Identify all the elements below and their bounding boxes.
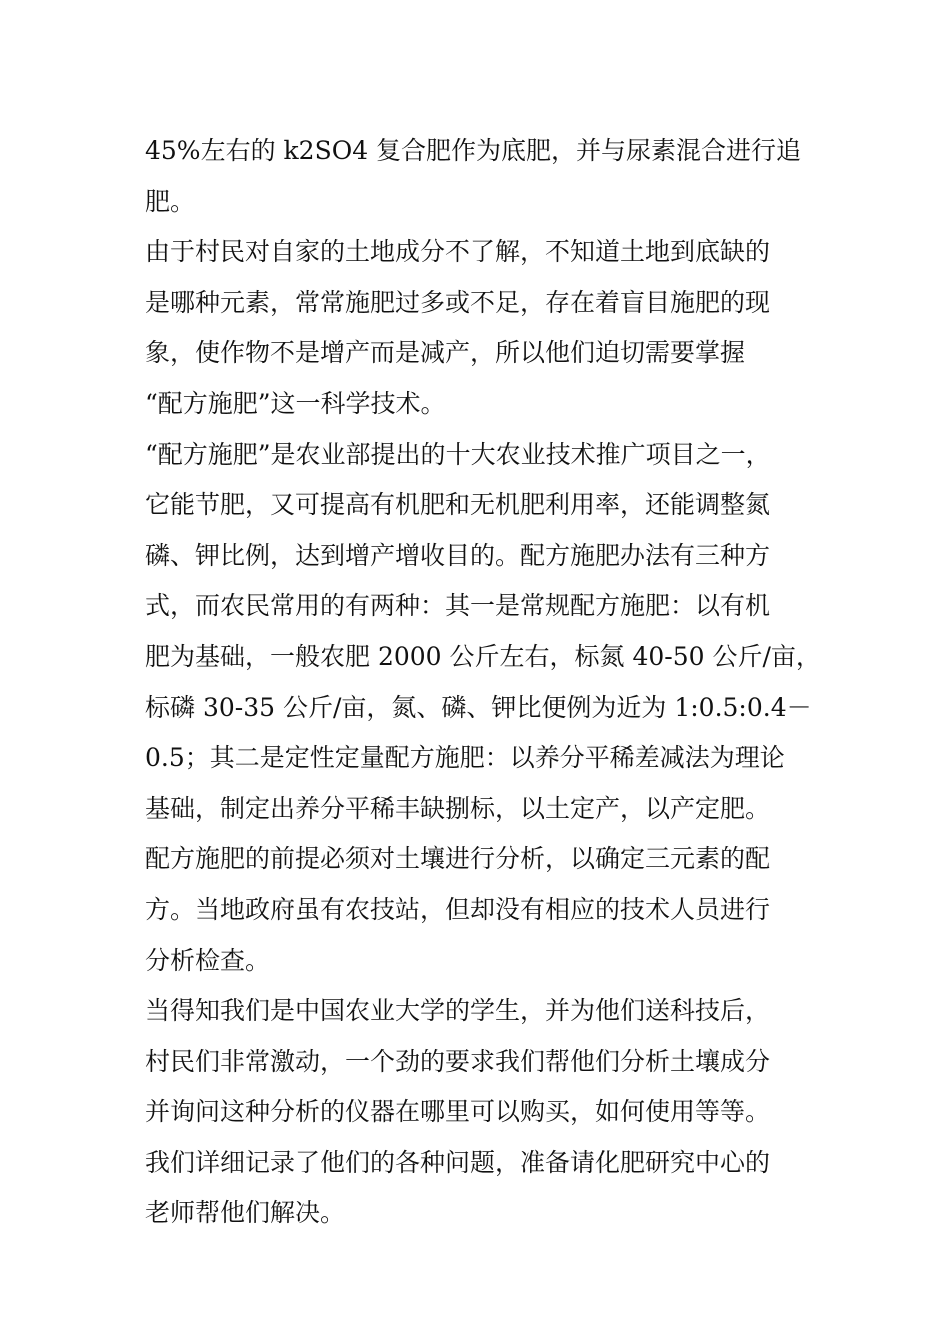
text-line: 老师帮他们解决。 [145,1198,346,1228]
text-line: 式，而农民常用的有两种：其一是常规配方施肥：以有机 [145,591,771,621]
text-line: 象，使作物不是增产而是减产，所以他们迫切需要掌握 [145,338,746,368]
text-line: 分析检查。 [145,945,271,975]
text-line: 磷、钾比例，达到增产增收目的。配方施肥办法有三种方 [145,540,771,570]
text-line: 标磷 30-35 公斤/亩，氮、磷、钾比便例为近为 1:0.5:0.4－ [145,692,812,722]
text-line: 肥为基础，一般农肥 2000 公斤左右，标氮 40-50 公斤/亩， [145,641,821,671]
text-line: 它能节肥，又可提高有机肥和无机肥利用率，还能调整氮 [145,490,771,520]
text-line: 当得知我们是中国农业大学的学生，并为他们送科技后， [145,996,771,1026]
body-text [145,126,825,1239]
text-line: 基础，制定出养分平稀丰缺捌标，以土定产，以产定肥。 [145,793,771,823]
text-line: 0.5；其二是定性定量配方施肥：以养分平稀差减法为理论 [145,743,785,773]
text-line: 我们详细记录了他们的各种问题，准备请化肥研究中心的 [145,1147,771,1177]
text-line: 村民们非常激动，一个劲的要求我们帮他们分析土壤成分 [145,1046,771,1076]
text-line: “配方施肥”这一科学技术。 [145,388,446,418]
text-line: 45%左右的 k2SO4 复合肥作为底肥，并与尿素混合进行追 [145,136,802,165]
text-line: 由于村民对自家的土地成分不了解，不知道土地到底缺的 [145,237,771,267]
text-line: 是哪种元素，常常施肥过多或不足，存在着盲目施肥的现 [145,287,771,317]
text-line: 肥。 [145,186,196,216]
text-line: 方。当地政府虽有农技站，但却没有相应的技术人员进行 [145,894,771,924]
text-line: 并询问这种分析的仪器在哪里可以购买，如何使用等等。 [145,1097,771,1127]
text-line: 配方施肥的前提必须对土壤进行分析，以确定三元素的配 [145,844,771,874]
text-line: “配方施肥”是农业部提出的十大农业技术推广项目之一， [145,439,771,469]
